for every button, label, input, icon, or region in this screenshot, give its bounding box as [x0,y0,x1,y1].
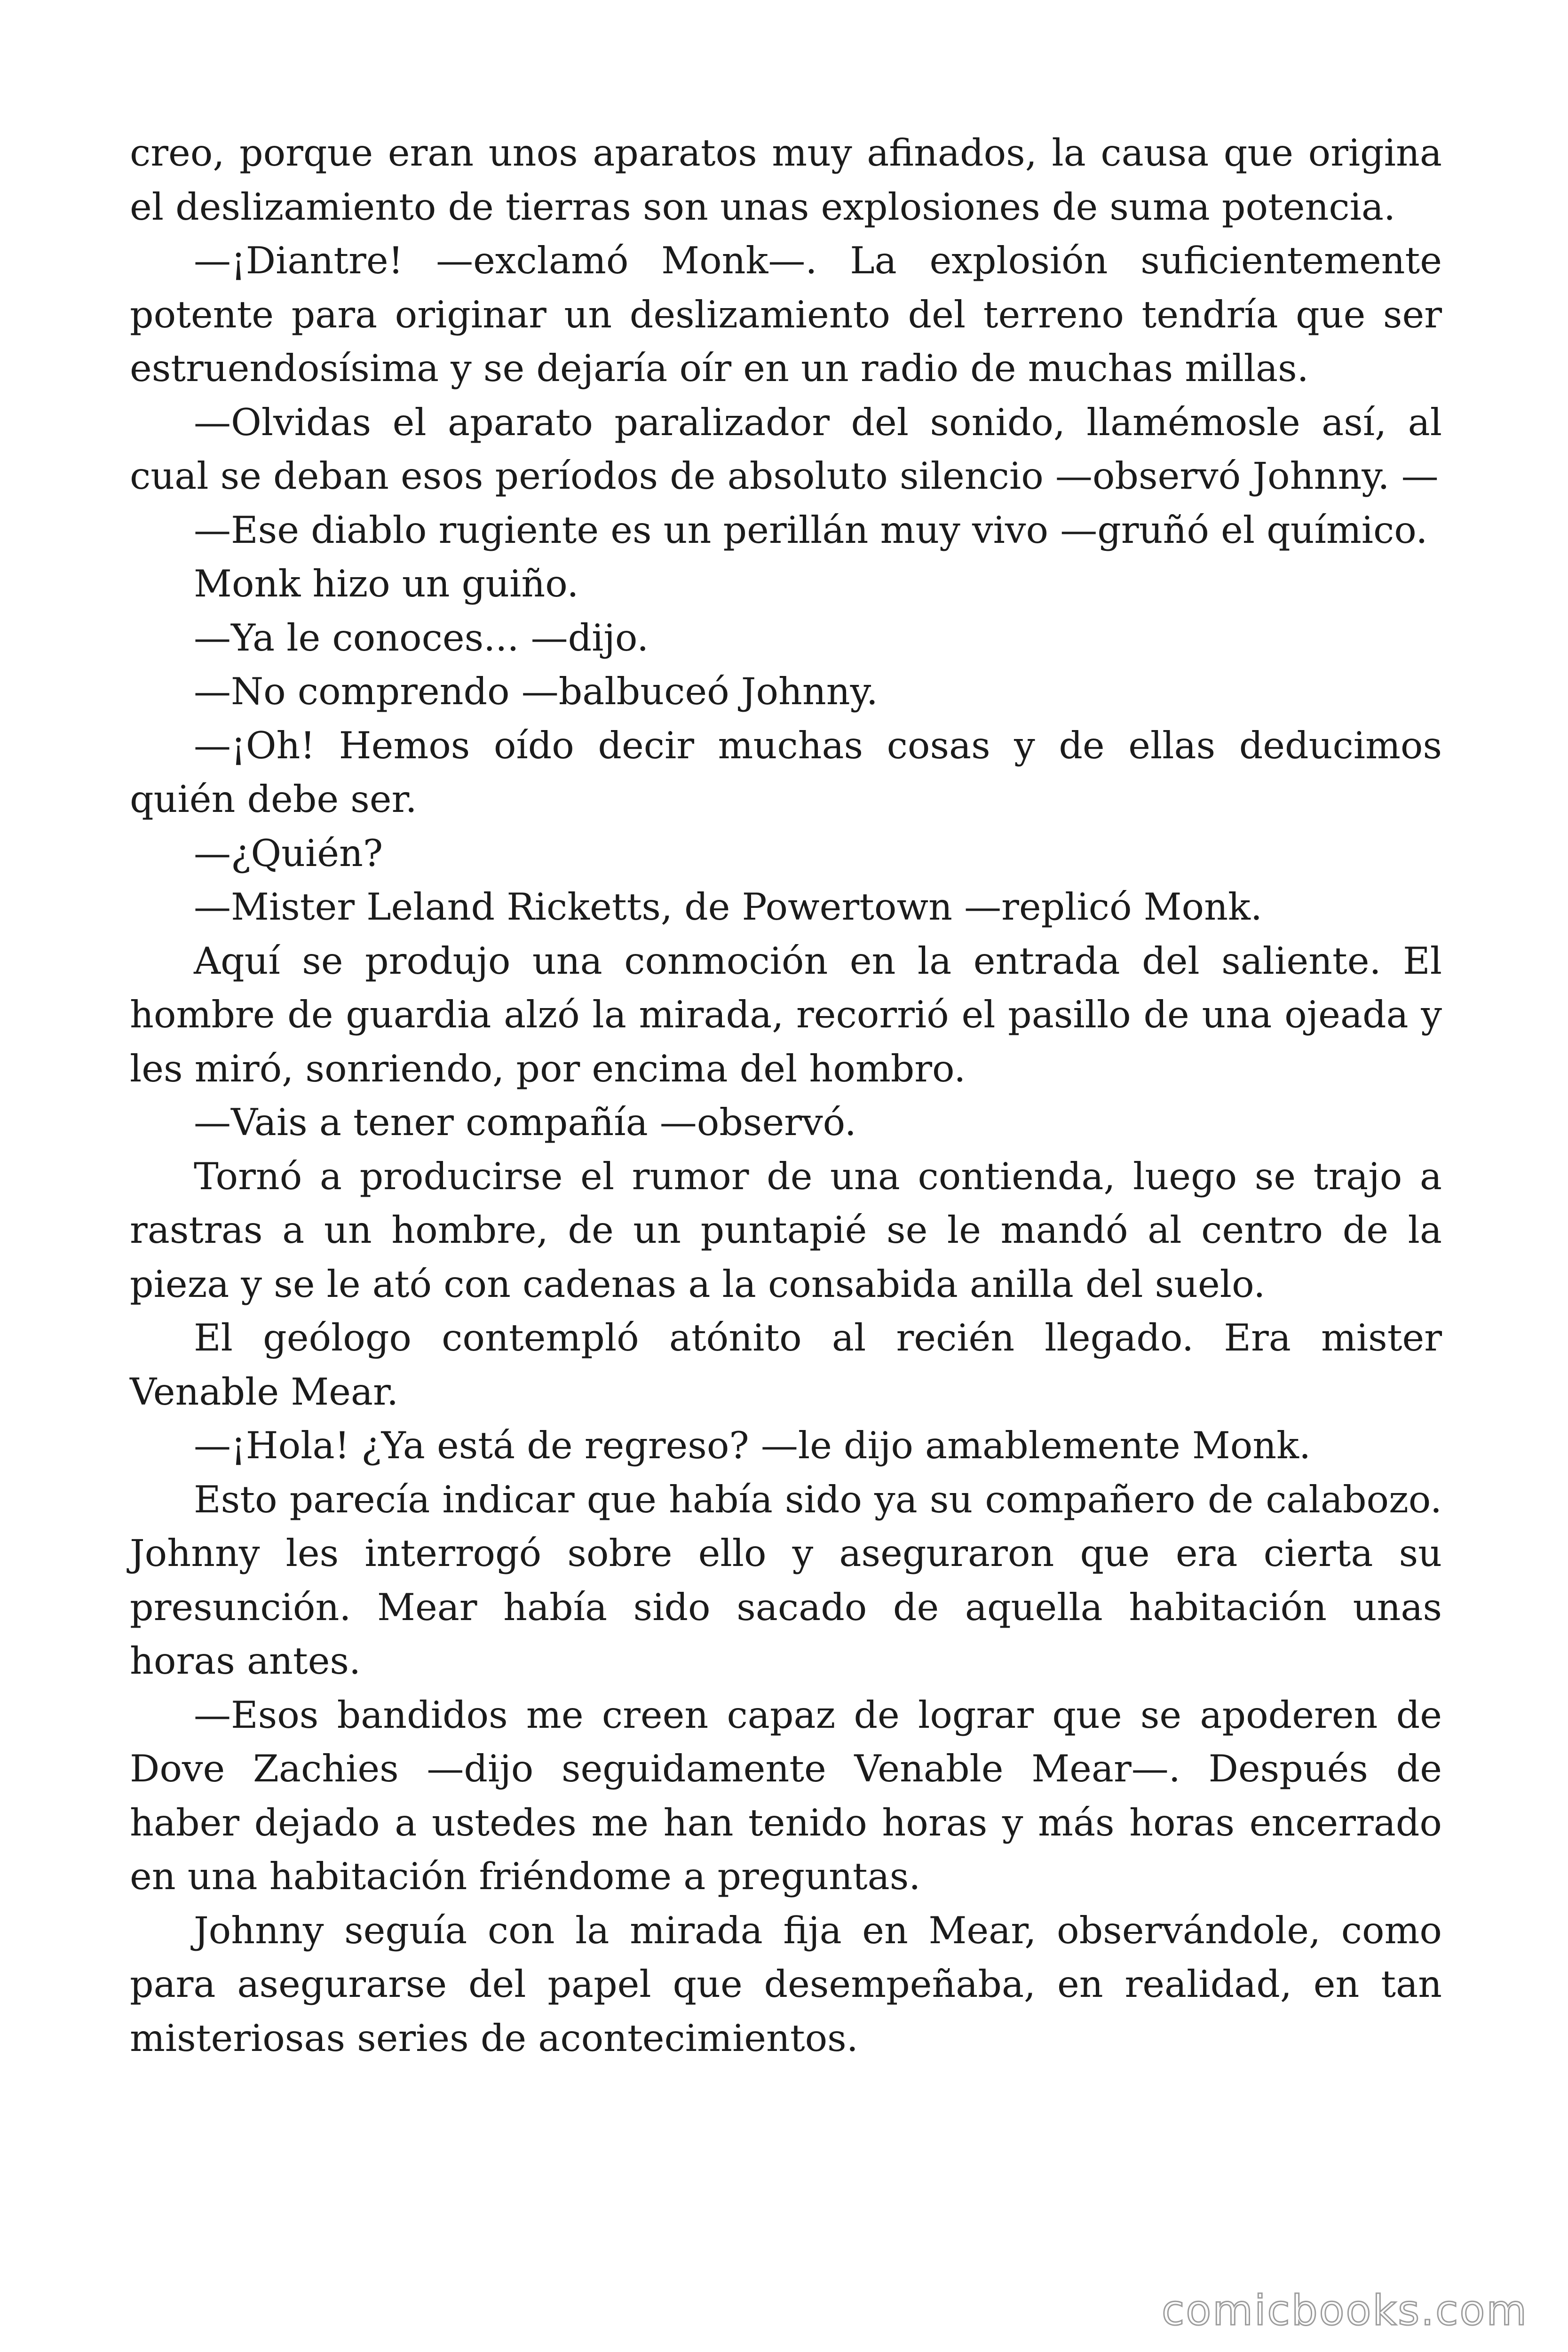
paragraph: —¡Oh! Hemos oído decir muchas cosas y de ellas deducimos quién debe ser. [130,723,1442,821]
paragraph: Esto parecía indicar que había sido ya su compañero de calabozo. Johnny les interrogó sobre ello y aseguraron que era cierta su presunción. Mear había sido sacado de aquella habitación unas horas antes. [130,1478,1442,1683]
paragraph: —Vais a tener compañía —observó. [194,1101,856,1144]
paragraph: —¿Quién? [194,831,383,875]
paragraph: —Esos bandidos me creen capaz de lograr que se apoderen de Dove Zachies —dijo seguidamente Venable Mear—. Después de haber dejado a ustedes me han tenido horas y más horas encerrado en una habitación friéndome a preguntas. [130,1693,1442,1898]
paragraph: Johnny seguía con la mirada fija en Mear, observándole, como para asegurarse del papel que desempeñaba, en realidad, en tan misteriosas series de acontecimientos. [130,1908,1442,2060]
paragraph: —Olvidas el aparato paralizador del sonido, llamémosle así, al cual se deban esos períodos de absoluto silencio —observó Johnny. — [130,400,1442,498]
paragraph: —Ya le conoces... —dijo. [194,616,649,660]
paragraph: Tornó a producirse el rumor de una contienda, luego se trajo a rastras a un hombre, de un puntapié se le mandó al centro de la pieza y se le ató con cadenas a la consabida anilla del suelo. [130,1154,1442,1306]
paragraph: Monk hizo un guiño. [194,562,579,605]
paragraph: —Mister Leland Ricketts, de Powertown —replicó Monk. [194,885,1262,929]
paragraph: —¡Hola! ¿Ya está de regreso? —le dijo amablemente Monk. [194,1424,1311,1467]
paragraph: Aquí se produjo una conmoción en la entrada del saliente. El hombre de guardia alzó la mirada, recorrió el pasillo de una ojeada y les miró, sonriendo, por encima del hombro. [130,939,1442,1090]
paragraph: El geólogo contempló atónito al recién llegado. Era mister Venable Mear. [130,1316,1442,1414]
paragraph: —Ese diablo rugiente es un perillán muy vivo —gruñó el químico. [194,508,1428,552]
paragraph: —¡Diantre! —exclamó Monk—. La explosión suficientemente potente para originar un deslizamiento del terreno tendría que ser estruendosísima y se dejaría oír en un radio de muchas millas. [130,239,1442,390]
paragraph: —No comprendo —balbuceó Johnny. [194,670,878,713]
paragraph: creo, porque eran unos aparatos muy afinados, la causa que origina el deslizamiento de tierras son unas explosiones de suma potencia. [130,131,1442,229]
page-body [130,126,1442,2065]
watermark: comicbooks.com [1162,2286,1528,2335]
